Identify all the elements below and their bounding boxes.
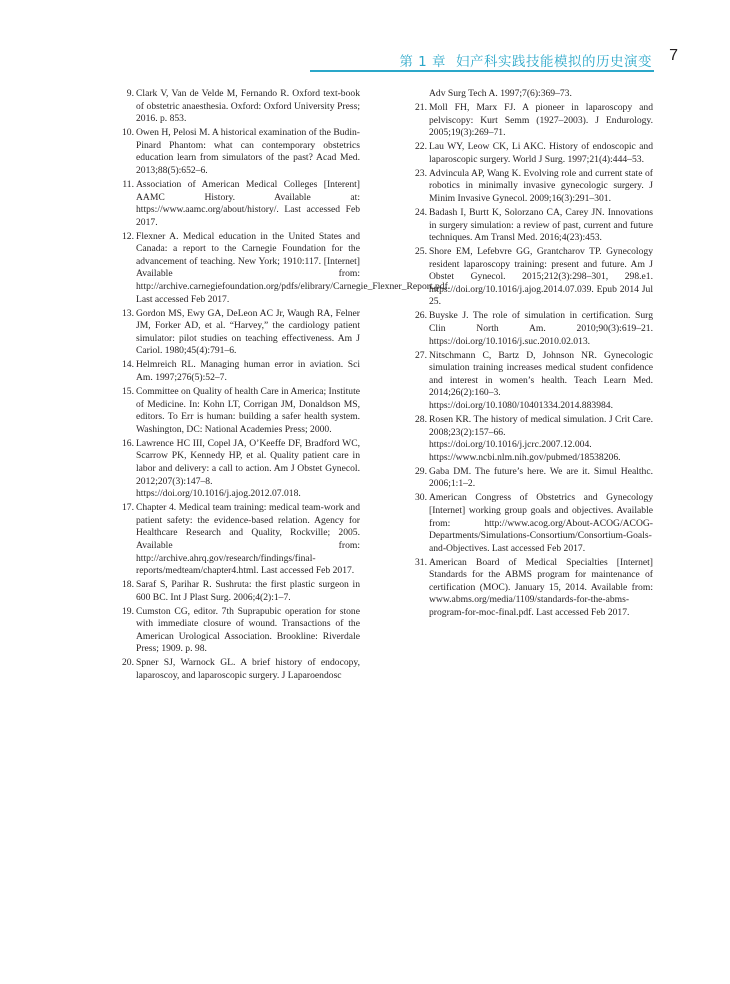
- reference-item: [413, 414, 653, 464]
- reference-text: Lawrence HC III, Copel JA, O’Keeffe DF, Bradford WC, Scarrow PK, Kennedy HP, et al. Quality patient care in labor and delivery: a call to action. Am J Obstet Gynecol. 2012;207(3):147–8. https://doi.org/10.1016/j.ajog.2012.07.018.: [136, 437, 360, 500]
- reference-text: Moll FH, Marx FJ. A pioneer in laparoscopy and pelviscopy: Kurt Semm (1927–2003). J Endurology. 2005;19(3):269–71.: [429, 101, 653, 139]
- reference-text: Rosen KR. The history of medical simulation. J Crit Care. 2008;23(2):157–66. https://doi.org/10.1016/j.jcrc.2007.12.004. https://www.ncbi.nlm.nih.gov/pubmed/18538206.: [429, 413, 653, 463]
- reference-text: Helmreich RL. Managing human error in aviation. Sci Am. 1997;276(5):52–7.: [136, 359, 360, 384]
- reference-number: 28.: [415, 413, 427, 425]
- header-rule: [310, 70, 654, 72]
- reference-item: [120, 579, 360, 604]
- reference-number: 19.: [122, 605, 134, 617]
- reference-number: 21.: [415, 101, 427, 113]
- reference-item: [413, 246, 653, 309]
- reference-number: 25.: [415, 246, 427, 258]
- reference-item: [413, 207, 653, 245]
- page-number: 7: [669, 47, 678, 64]
- reference-number: 27.: [415, 349, 427, 361]
- reference-number: 16.: [122, 437, 134, 449]
- reference-item: [413, 466, 653, 491]
- reference-text: Shore EM, Lefebvre GG, Grantcharov TP. Gynecology resident laparoscopy training: present and future. Am J Obstet Gynecol. 2015;212(3):298–301, 298.e1. https://doi.org/10.1016/j.ajog.2014.07.039. Epub 2014 Jul 25.: [429, 246, 653, 308]
- reference-continuation: Adv Surg Tech A. 1997;7(6):369–73.: [429, 88, 572, 99]
- reference-text: Cumston CG, editor. 7th Suprapubic operation for stone with immediate closure of wound. Transactions of the American Urological Association. Brookline: Riverdale Press; 1909. p. 98.: [136, 605, 360, 655]
- reference-item: [120, 179, 360, 229]
- reference-item: [413, 350, 653, 413]
- reference-text: Badash I, Burtt K, Solorzano CA, Carey JN. Innovations in surgery simulation: a review of past, current and future techniques. Am Transl Med. 2016;4(23):453.: [429, 206, 653, 244]
- reference-number: 22.: [415, 141, 427, 153]
- reference-item: [120, 308, 360, 358]
- reference-text: Flexner A. Medical education in the United States and Canada: a report to the Carnegie Foundation for the advancement of teaching. New York; 1910:117. [Internet] Available from: http://archive.carnegiefoundation.org/pdfs/elibrary/Carnegie_Flexner_Report.pdf. Last accessed Feb 2017.: [136, 230, 451, 305]
- reference-text: Gaba DM. The future’s here. We are it. Simul Healthc. 2006;1:1–2.: [429, 465, 653, 490]
- reference-number: 17.: [122, 502, 134, 514]
- reference-item: [120, 127, 360, 177]
- reference-number: 29.: [415, 465, 427, 477]
- reference-text: Buyske J. The role of simulation in certification. Surg Clin North Am. 2010;90(3):619–21. https://doi.org/10.1016/j.suc.2010.02.013.: [429, 310, 653, 347]
- reference-text: Committee on Quality of health Care in America; Institute of Medicine. In: Kohn LT, Corrigan JM, Donaldson MS, editors. To Err is human: building a safer health system. Washington, DC: National Academies Press; 2000.: [136, 386, 360, 435]
- reference-number: 12.: [122, 230, 134, 242]
- reference-item: [120, 606, 360, 656]
- reference-item: [120, 386, 360, 436]
- reference-text: American Congress of Obstetrics and Gynecology [Internet] working group goals and objectives. Available from: http://www.acog.org/About-ACOG/ACOG-Departments/Simulations-Consortium/Consortium-Goals-and-Objectives. Last accessed Feb 2017.: [429, 492, 653, 554]
- reference-number: 20.: [122, 657, 134, 669]
- reference-number: 23.: [415, 167, 427, 179]
- reference-text: Gordon MS, Ewy GA, DeLeon AC Jr, Waugh RA, Felner JM, Forker AD, et al. “Harvey,” the cardiology patient simulator: pilot studies on teaching effectiveness. Am J Cariol. 1980;45(4):791–6.: [136, 307, 360, 357]
- reference-item: [413, 102, 653, 140]
- reference-text: Nitschmann C, Bartz D, Johnson NR. Gynecologic simulation training increases medical student confidence and interest in women’s health. Teach Learn Med. 2014;26(2):160–3. https://doi.org/10.1080/10401334.2014.883984.: [429, 349, 653, 411]
- chapter-title: 妇产科实践技能模拟的历史演变: [456, 54, 652, 70]
- reference-number: 9.: [126, 88, 134, 99]
- reference-item: [120, 359, 360, 384]
- reference-item: [413, 168, 653, 206]
- reference-item: [413, 141, 653, 166]
- reference-text: Chapter 4. Medical team training: medical team-work and patient safety: the evidence-based relation. Agency for Healthcare Research and Quality, Rockville; 2005. Available from: http://archive.ahrq.gov/research/findings/final-reports/medteam/chapter4.html. Last accessed Feb 2017.: [136, 502, 360, 577]
- chapter-label: 第 1 章: [399, 54, 446, 70]
- reference-text: Owen H, Pelosi M. A historical examination of the Budin-Pinard Phantom: what can contemporary obstetrics education learn from simulators of the past? Acad Med. 2013;88(5):652–6.: [136, 127, 360, 176]
- reference-text: Saraf S, Parihar R. Sushruta: the first plastic surgeon in 600 BC. Int J Plast Surg. 2006;4(2):1–7.: [136, 579, 360, 603]
- reference-item: [120, 657, 360, 682]
- reference-text: American Board of Medical Specialties [Internet] Standards for the ABMS program for maintenance of certification (MOC). January 15, 2014. Available from: www.abms.org/media/1109/standards-for-the-abms-program-for-moc-final.pdf. Last accessed Feb 2017.: [429, 556, 653, 619]
- reference-item: [413, 557, 653, 620]
- reference-item: [413, 492, 653, 555]
- reference-item: [120, 88, 360, 126]
- reference-number: 13.: [122, 307, 134, 319]
- reference-number: 11.: [122, 178, 134, 190]
- reference-text: Lau WY, Leow CK, Li AKC. History of endoscopic and laparoscopic surgery. World J Surg. 1997;21(4):444–53.: [429, 141, 653, 165]
- reference-text: Advincula AP, Wang K. Evolving role and current state of robotics in minimally invasive gynecologic surgery. J Minim Invasive Gynecol. 2009;16(3):291–301.: [429, 167, 653, 204]
- reference-number: 31.: [415, 556, 427, 568]
- reference-text: Clark V, Van de Velde M, Fernando R. Oxford text-book of obstetric anaesthesia. Oxford: Oxford University Press; 2016. p. 853.: [136, 88, 360, 125]
- reference-number: 26.: [415, 310, 427, 322]
- reference-item: [120, 438, 360, 501]
- reference-text: Association of American Medical Colleges [Interent] AAMC History. Available at: https://www.aamc.org/about/history/. Last accessed Feb 2017.: [136, 178, 360, 228]
- reference-number: 10.: [122, 127, 134, 139]
- reference-item: [120, 502, 360, 578]
- reference-number: 14.: [122, 359, 134, 371]
- reference-item: [413, 310, 653, 348]
- reference-column-right: [413, 88, 653, 621]
- running-header: [0, 0, 730, 74]
- chapter-heading: [399, 50, 652, 70]
- reference-number: 24.: [415, 206, 427, 218]
- reference-text: Spner SJ, Warnock GL. A brief history of endocopy, laparoscoy, and laparoscopic surgery. J Laparoendosc: [136, 657, 360, 682]
- reference-number: 15.: [122, 386, 134, 397]
- reference-number: 18.: [122, 579, 134, 591]
- reference-number: 30.: [415, 492, 427, 504]
